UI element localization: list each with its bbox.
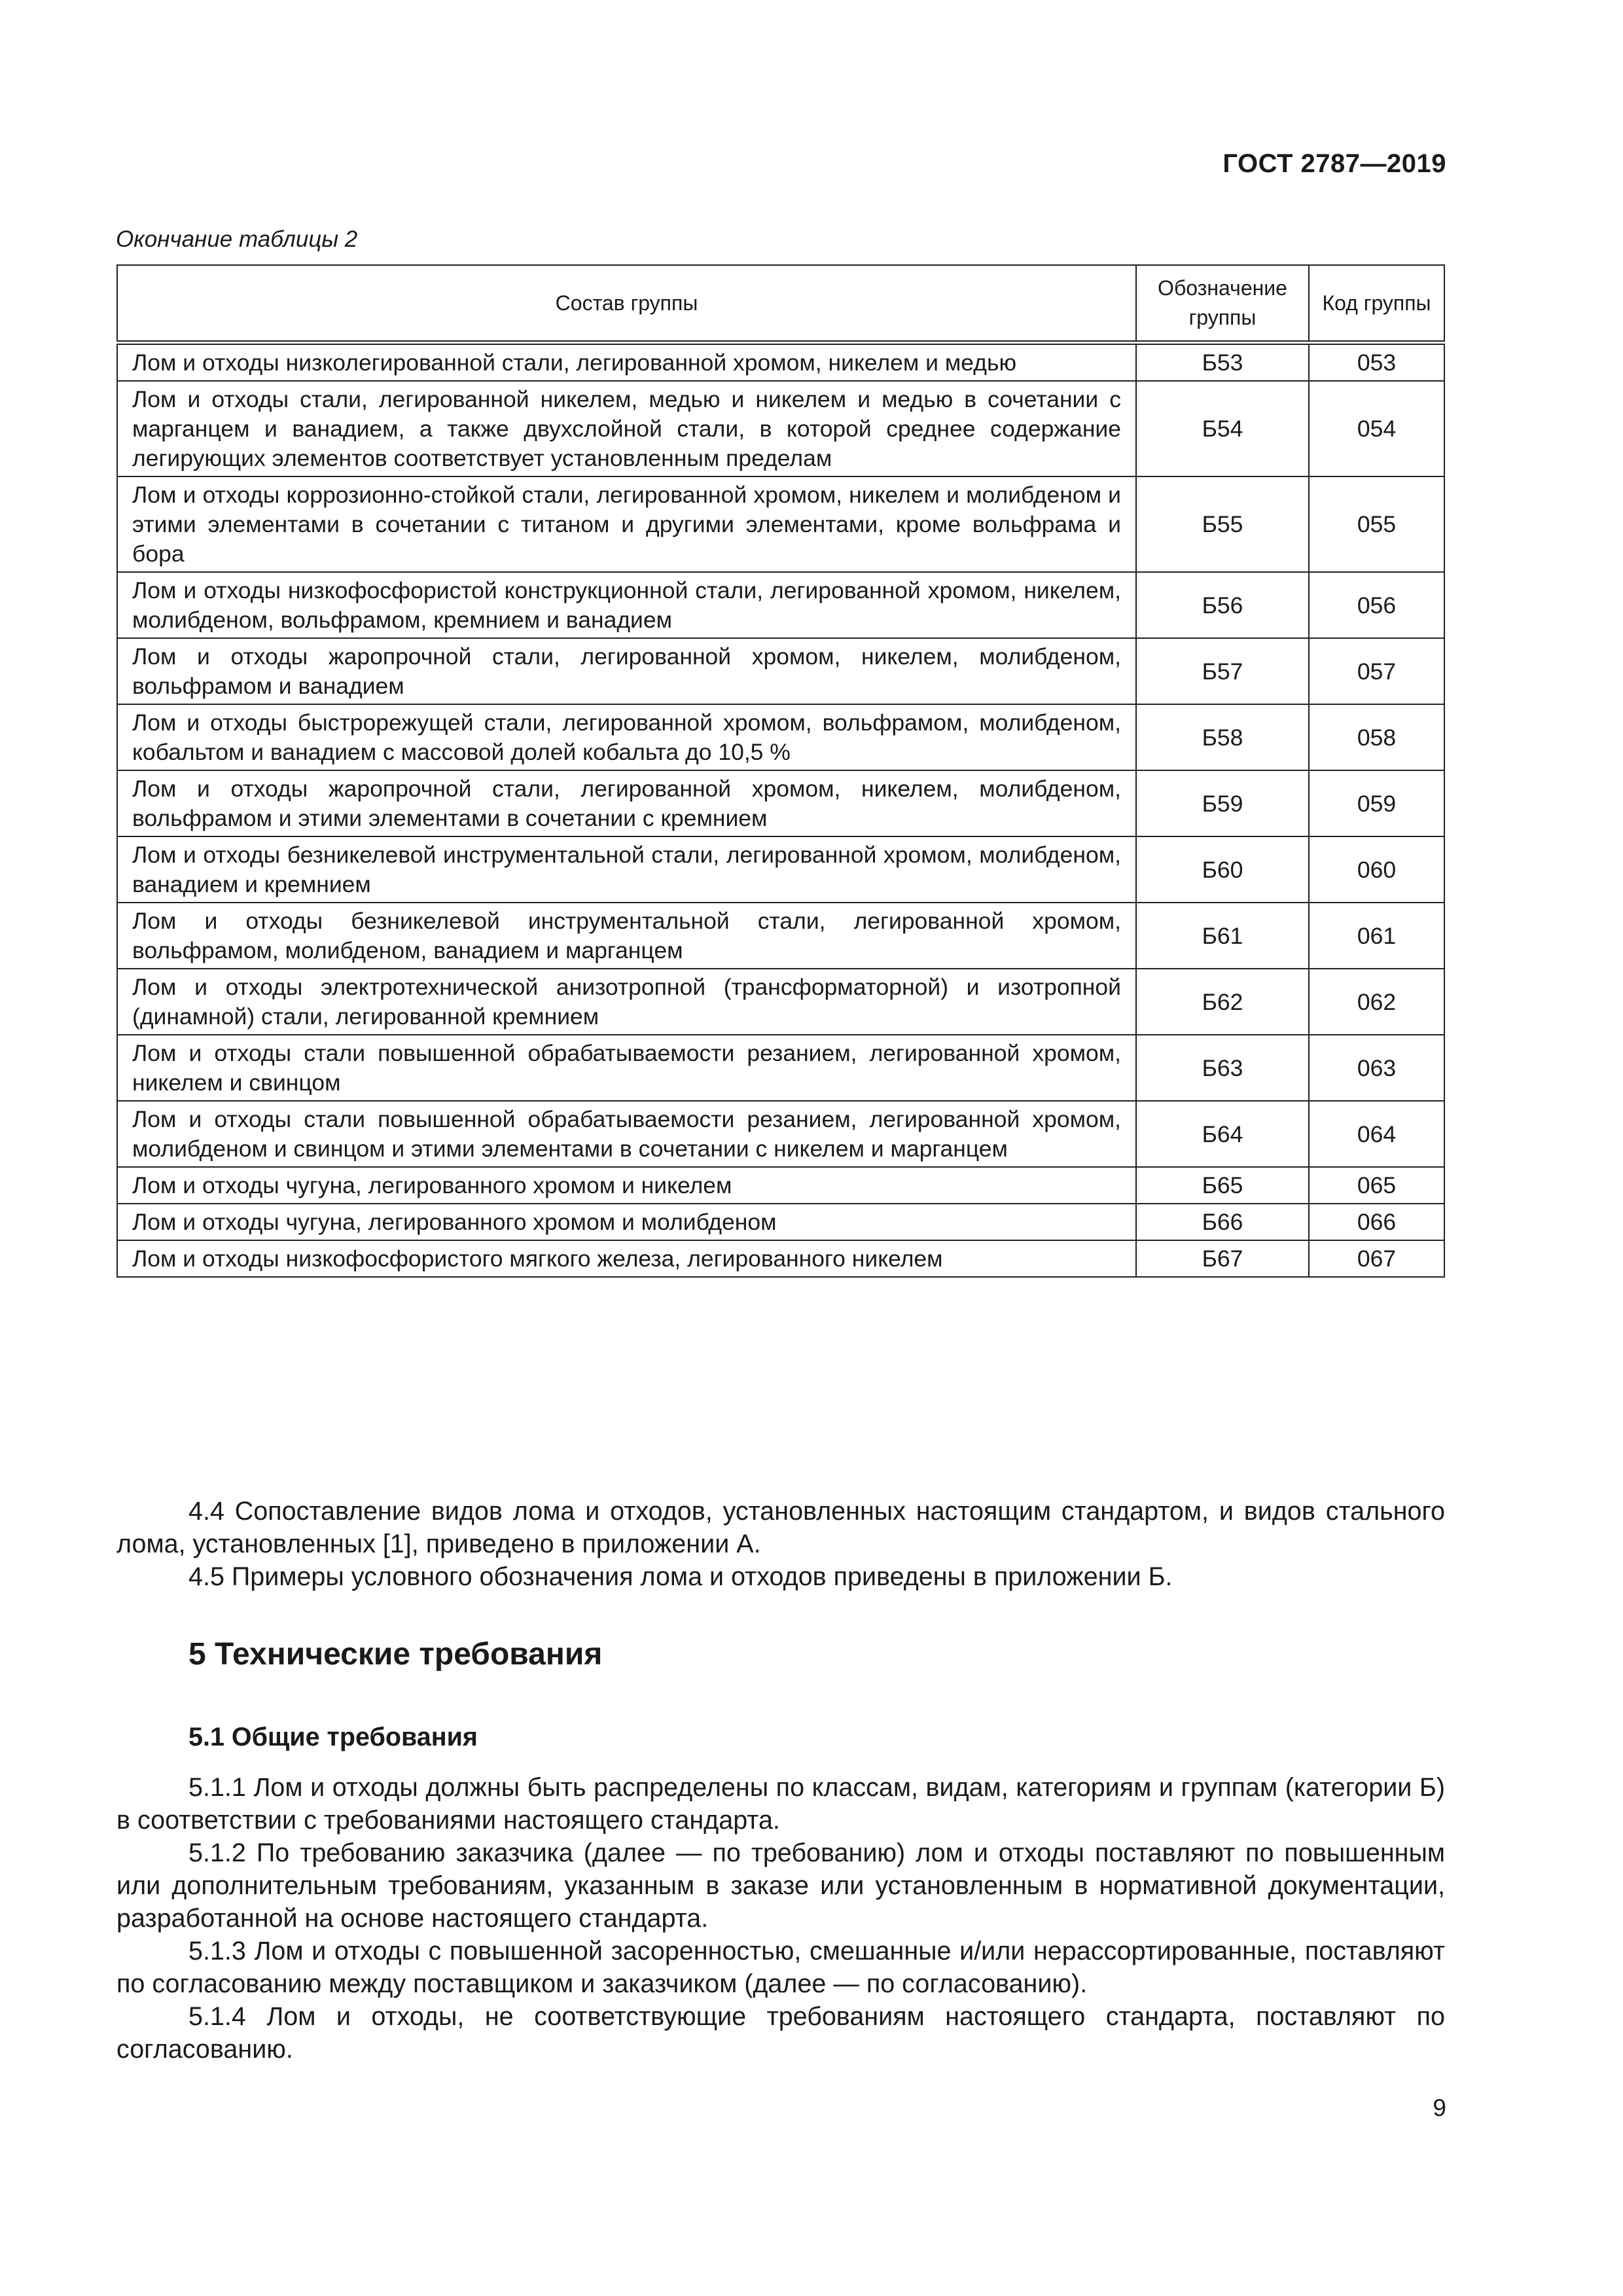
- group-designation-cell: Б54: [1136, 381, 1309, 476]
- group-code-cell: 054: [1309, 381, 1444, 476]
- group-designation-cell: Б56: [1136, 572, 1309, 638]
- paragraph-4-5: 4.5 Примеры условного обозначения лома и отходов приведены в приложении Б.: [188, 1562, 1173, 1591]
- group-designation-cell: Б65: [1136, 1167, 1309, 1204]
- group-composition-cell: Лом и отходы безникелевой инструментальной стали, легированной хромом, молибденом, ванадием и кремнием: [117, 836, 1136, 903]
- group-designation-cell: Б64: [1136, 1101, 1309, 1167]
- group-composition-cell: Лом и отходы быстрорежущей стали, легированной хромом, вольфрамом, молибденом, кобальтом и ванадием с массовой долей кобальта до 10,5 %: [117, 704, 1136, 770]
- table-row: [117, 836, 1444, 903]
- subsection-title: 5.1 Общие требования: [188, 1723, 478, 1751]
- group-designation-cell: Б60: [1136, 836, 1309, 903]
- section-paragraphs: [116, 1771, 1445, 2066]
- group-composition-cell: Лом и отходы жаропрочной стали, легированной хромом, никелем, молибденом, вольфрамом и ванадием: [117, 638, 1136, 704]
- group-designation-cell: Б66: [1136, 1204, 1309, 1240]
- table-row: [117, 476, 1444, 572]
- group-composition-cell: Лом и отходы низкофосфористой конструкционной стали, легированной хромом, никелем, молибденом, вольфрамом, кремнием и ванадием: [117, 572, 1136, 638]
- table-row: [117, 1204, 1444, 1240]
- group-code-cell: 060: [1309, 836, 1444, 903]
- paragraph-4-4: 4.4 Сопоставление видов лома и отходов, установленных настоящим стандартом, и видов стального лома, установленных [1], приведено в приложении А.: [116, 1497, 1445, 1558]
- group-code-cell: 056: [1309, 572, 1444, 638]
- group-designation-cell: Б58: [1136, 704, 1309, 770]
- table-row: [117, 343, 1444, 382]
- group-designation-cell: Б53: [1136, 343, 1309, 382]
- standard-code: ГОСТ 2787—2019: [1222, 149, 1446, 178]
- page-number: 9: [1433, 2094, 1446, 2121]
- table-row: [117, 1101, 1444, 1167]
- table-row: [117, 704, 1444, 770]
- group-composition-cell: Лом и отходы стали повышенной обрабатываемости резанием, легированной хромом, молибденом и свинцом и этими элементами в сочетании с никелем и марганцем: [117, 1101, 1136, 1167]
- group-designation-cell: Б59: [1136, 770, 1309, 836]
- group-designation-cell: Б63: [1136, 1035, 1309, 1101]
- paragraph-5-1-2: 5.1.2 По требованию заказчика (далее — по требованию) лом и отходы поставляют по повышенным или дополнительным требованиям, указанным в заказе или установленным в нормативной документации, разработанной на основе настоящего стандарта.: [116, 1839, 1445, 1933]
- group-composition-cell: Лом и отходы коррозионно-стойкой стали, легированной хромом, никелем и молибденом и этими элементами в сочетании с титаном и другими элементами, кроме вольфрама и бора: [117, 476, 1136, 572]
- group-code-cell: 067: [1309, 1240, 1444, 1277]
- table-row: [117, 638, 1444, 704]
- column-header-composition: Состав группы: [117, 265, 1136, 343]
- group-composition-cell: Лом и отходы чугуна, легированного хромом и никелем: [117, 1167, 1136, 1204]
- paragraphs-after-table: [116, 1495, 1445, 1593]
- group-code-cell: 059: [1309, 770, 1444, 836]
- group-composition-cell: Лом и отходы чугуна, легированного хромом и молибденом: [117, 1204, 1136, 1240]
- table-row: [117, 969, 1444, 1035]
- group-designation-cell: Б61: [1136, 903, 1309, 969]
- group-code-cell: 064: [1309, 1101, 1444, 1167]
- group-code-cell: 058: [1309, 704, 1444, 770]
- groups-table: [116, 264, 1445, 1278]
- group-composition-cell: Лом и отходы электротехнической анизотропной (трансформаторной) и изотропной (динамной) стали, легированной кремнием: [117, 969, 1136, 1035]
- table-header-row: [117, 265, 1444, 343]
- group-code-cell: 063: [1309, 1035, 1444, 1101]
- group-designation-cell: Б67: [1136, 1240, 1309, 1277]
- group-composition-cell: Лом и отходы стали, легированной никелем, медью и никелем и медью в сочетании с марганцем и ванадием, а также двухслойной стали, в которой среднее содержание легирующих элементов соответствует установленным пределам: [117, 381, 1136, 476]
- paragraph-5-1-3: 5.1.3 Лом и отходы с повышенной засоренностью, смешанные и/или нерассортированные, поставляют по согласованию между поставщиком и заказчиком (далее — по согласованию).: [116, 1937, 1445, 1998]
- group-code-cell: 062: [1309, 969, 1444, 1035]
- table-caption: Окончание таблицы 2: [116, 226, 358, 252]
- group-code-cell: 065: [1309, 1167, 1444, 1204]
- group-code-cell: 057: [1309, 638, 1444, 704]
- group-designation-cell: Б57: [1136, 638, 1309, 704]
- table-row: [117, 381, 1444, 476]
- table-row: [117, 1035, 1444, 1101]
- group-designation-cell: Б55: [1136, 476, 1309, 572]
- column-header-designation: Обозначение группы: [1136, 265, 1309, 343]
- group-code-cell: 066: [1309, 1204, 1444, 1240]
- table-row: [117, 1240, 1444, 1277]
- group-composition-cell: Лом и отходы низколегированной стали, легированной хромом, никелем и медью: [117, 343, 1136, 382]
- column-header-code: Код группы: [1309, 265, 1444, 343]
- table-row: [117, 1167, 1444, 1204]
- group-composition-cell: Лом и отходы низкофосфористого мягкого железа, легированного никелем: [117, 1240, 1136, 1277]
- group-composition-cell: Лом и отходы безникелевой инструментальной стали, легированной хромом, вольфрамом, молибденом, ванадием и марганцем: [117, 903, 1136, 969]
- group-designation-cell: Б62: [1136, 969, 1309, 1035]
- table-row: [117, 903, 1444, 969]
- group-composition-cell: Лом и отходы жаропрочной стали, легированной хромом, никелем, молибденом, вольфрамом и этими элементами в сочетании с кремнием: [117, 770, 1136, 836]
- section-title: 5 Технические требования: [188, 1637, 603, 1672]
- group-composition-cell: Лом и отходы стали повышенной обрабатываемости резанием, легированной хромом, никелем и свинцом: [117, 1035, 1136, 1101]
- paragraph-5-1-4: 5.1.4 Лом и отходы, не соответствующие требованиям настоящего стандарта, поставляют по согласованию.: [116, 2002, 1445, 2064]
- table-row: [117, 770, 1444, 836]
- table-body: [117, 343, 1444, 1278]
- group-code-cell: 061: [1309, 903, 1444, 969]
- paragraph-5-1-1: 5.1.1 Лом и отходы должны быть распределены по классам, видам, категориям и группам (категории Б) в соответствии с требованиями настоящего стандарта.: [116, 1773, 1445, 1835]
- group-code-cell: 053: [1309, 343, 1444, 382]
- group-code-cell: 055: [1309, 476, 1444, 572]
- table-row: [117, 572, 1444, 638]
